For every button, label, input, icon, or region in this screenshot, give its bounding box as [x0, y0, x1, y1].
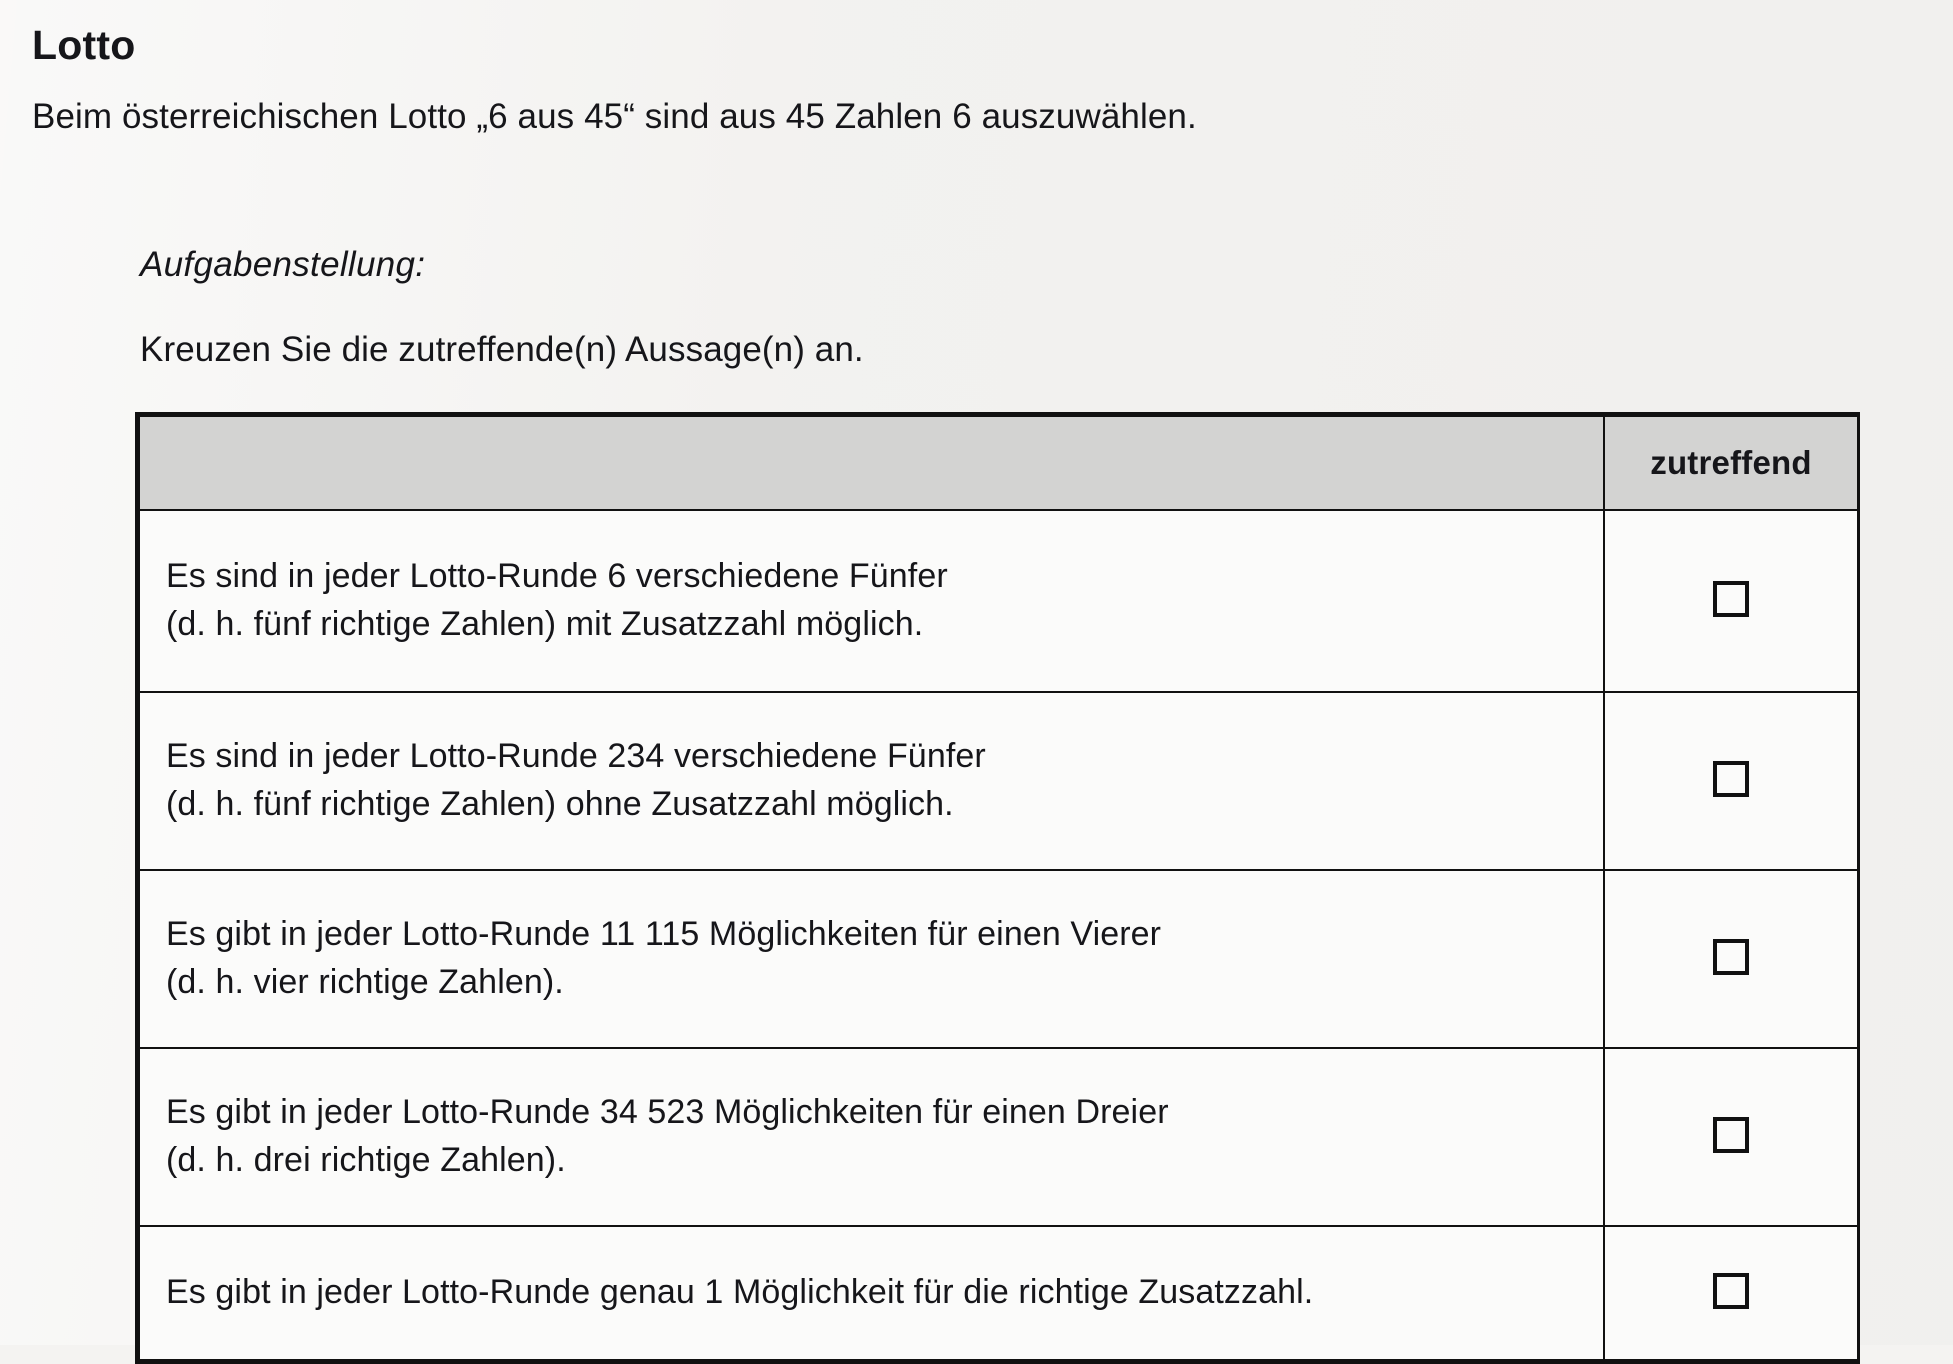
checkbox-cell[interactable]	[1604, 1048, 1858, 1226]
statement-line-1: Es sind in jeder Lotto-Runde 234 verschiedene Fünfer	[166, 736, 986, 775]
statement-line-1: Es gibt in jeder Lotto-Runde 34 523 Möglichkeiten für einen Dreier	[166, 1092, 1169, 1131]
statement-cell	[139, 1226, 1604, 1360]
statement-line-1: Es gibt in jeder Lotto-Runde genau 1 Möglichkeit für die richtige Zusatzzahl.	[166, 1272, 1314, 1311]
table-row	[139, 1048, 1858, 1226]
checkbox-cell[interactable]	[1604, 692, 1858, 870]
page-title: Lotto	[32, 22, 136, 68]
statement-line-2: (d. h. fünf richtige Zahlen) mit Zusatzzahl möglich.	[166, 605, 924, 643]
intro-paragraph: Beim österreichischen Lotto „6 aus 45“ sind aus 45 Zahlen 6 auszuwählen.	[32, 97, 1197, 136]
statement-line-1: Es gibt in jeder Lotto-Runde 11 115 Möglichkeiten für einen Vierer	[166, 914, 1162, 953]
statement-line-2: (d. h. fünf richtige Zahlen) ohne Zusatzzahl möglich.	[166, 785, 954, 823]
table-header-mark-label: zutreffend	[1650, 444, 1812, 481]
statement-cell	[139, 692, 1604, 870]
statement-cell	[139, 870, 1604, 1048]
statement-cell	[139, 1048, 1604, 1226]
statement-line-1: Es sind in jeder Lotto-Runde 6 verschiedene Fünfer	[166, 556, 948, 595]
checkbox-cell[interactable]	[1604, 510, 1858, 692]
checkbox-statement-3[interactable]	[1713, 939, 1749, 975]
table-header	[139, 416, 1858, 510]
checkbox-cell[interactable]	[1604, 1226, 1858, 1360]
table-row	[139, 870, 1858, 1048]
statement-line-2: (d. h. vier richtige Zahlen).	[166, 963, 564, 1001]
checkbox-cell[interactable]	[1604, 870, 1858, 1048]
statement-cell	[139, 510, 1604, 692]
table-row	[139, 692, 1858, 870]
statements-table-wrapper	[135, 412, 1860, 1364]
task-block	[140, 245, 1923, 370]
table-row	[139, 510, 1858, 692]
checkbox-statement-1[interactable]	[1713, 581, 1749, 617]
statements-table	[138, 415, 1859, 1361]
checkbox-statement-4[interactable]	[1713, 1117, 1749, 1153]
table-header-statement	[139, 416, 1604, 510]
task-heading: Aufgabenstellung:	[140, 245, 426, 284]
statement-line-2: (d. h. drei richtige Zahlen).	[166, 1141, 566, 1179]
checkbox-statement-5[interactable]	[1713, 1273, 1749, 1309]
table-row	[139, 1226, 1858, 1360]
table-body	[139, 510, 1858, 1360]
table-header-mark	[1604, 416, 1858, 510]
task-instruction: Kreuzen Sie die zutreffende(n) Aussage(n) an.	[140, 330, 864, 369]
checkbox-statement-2[interactable]	[1713, 761, 1749, 797]
